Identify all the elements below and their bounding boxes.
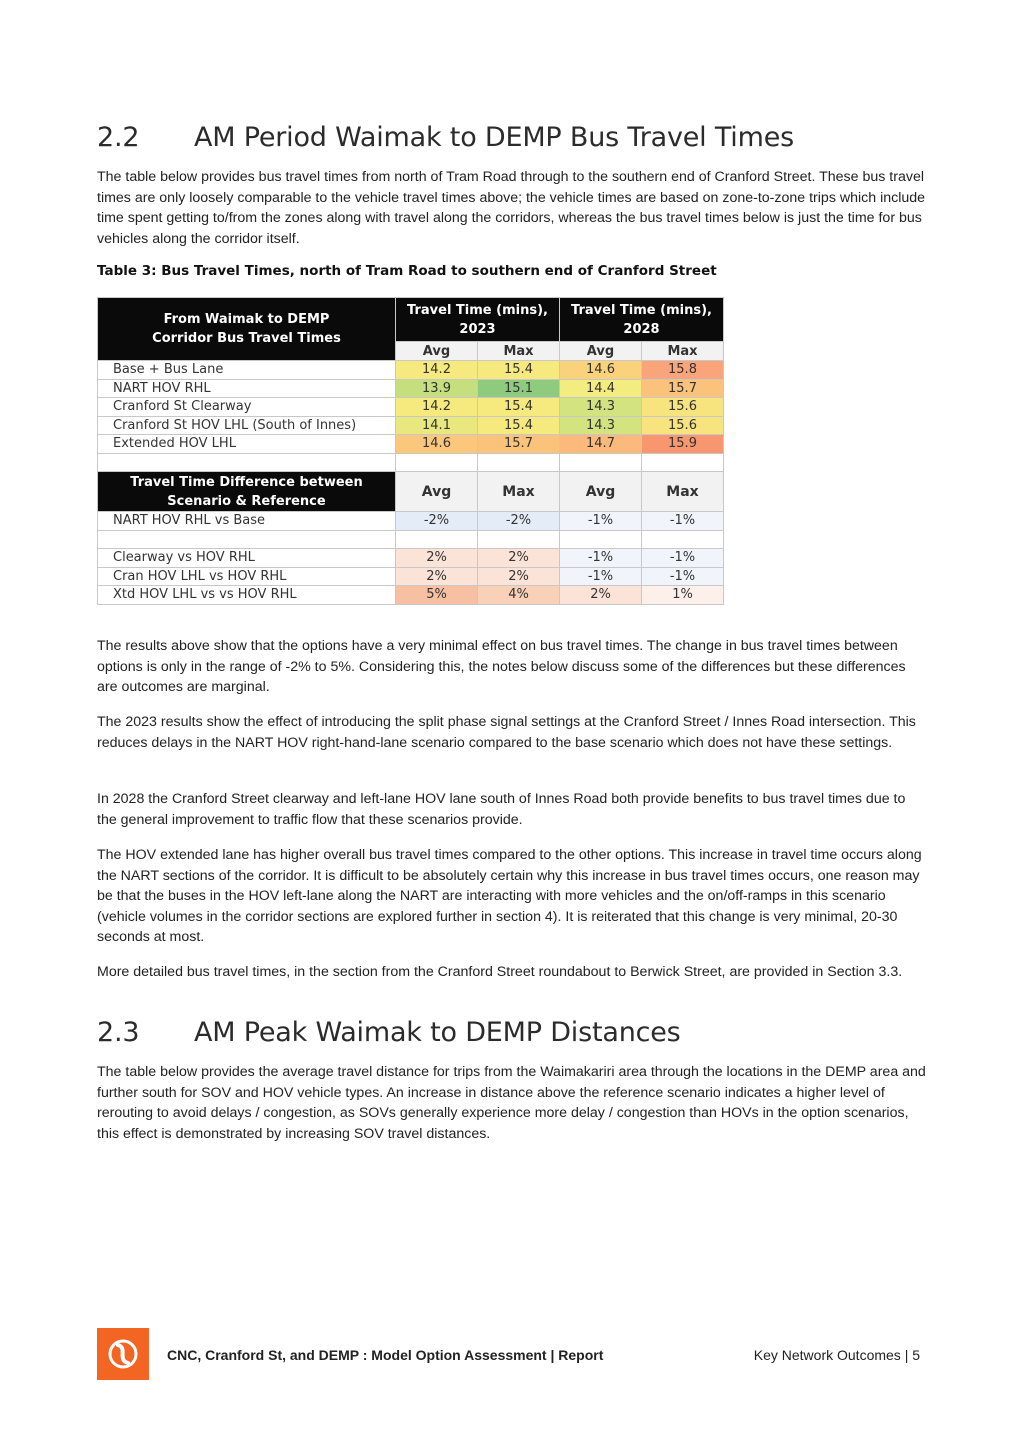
difference-row-label: NART HOV RHL vs Base <box>98 512 396 531</box>
section-heading-2-3 <box>97 1017 681 1048</box>
bus-travel-times-table <box>97 297 724 605</box>
travel-time-value-cell: 15.6 <box>642 416 724 435</box>
difference-value-cell: 2% <box>560 586 642 605</box>
travel-time-value-cell: 15.9 <box>642 435 724 454</box>
difference-row <box>98 549 724 568</box>
hov-extended-paragraph: The HOV extended lane has higher overall bus travel times compared to the other options. This increase in travel time occurs along the NART sections of the corridor. It is difficult to be absolutely certain why this increase in bus travel times occurs, one reason may be that the buses in the HOV left-lane along the NART are interacting with more vehicles and the on/off-ramps in this scenario (vehicle volumes in the corridor sections are explored further in section 4). It is reiterated that this change is very minimal, 20-30 seconds at most. <box>97 847 922 945</box>
difference-value-cell: 2% <box>478 549 560 568</box>
difference-value-cell: -2% <box>478 512 560 531</box>
difference-value-cell: -1% <box>560 549 642 568</box>
diff-sub-header-avg: Avg <box>560 472 642 512</box>
results-paragraph: The results above show that the options have a very minimal effect on bus travel times. The change in bus travel times between options is only in the range of -2% to 5%. Considering this, the notes below discuss some of the differences but these differences are outcomes are marginal. <box>97 638 906 695</box>
difference-row <box>98 586 724 605</box>
difference-value-cell: 5% <box>396 586 478 605</box>
spacer-row <box>98 453 724 472</box>
travel-time-row-label: Cranford St HOV LHL (South of Innes) <box>98 416 396 435</box>
travel-time-value-cell: 15.1 <box>478 379 560 398</box>
section-intro-paragraph: The table below provides the average travel distance for trips from the Waimakariri area through the locations in the DEMP area and further south for SOV and HOV vehicle types. An increase in distance above the reference scenario indicates a higher level of rerouting to avoid delays / congestion, as SOVs generally experience more delay / congestion than HOVs in the option scenarios, this effect is demonstrated by increasing SOV travel distances. <box>97 1064 926 1142</box>
travel-time-value-cell: 13.9 <box>396 379 478 398</box>
travel-time-value-cell: 15.4 <box>478 416 560 435</box>
difference-row-label: Cran HOV LHL vs HOV RHL <box>98 567 396 586</box>
travel-time-value-cell: 14.6 <box>396 435 478 454</box>
travel-time-value-cell: 15.4 <box>478 398 560 417</box>
difference-value-cell: 2% <box>396 567 478 586</box>
results-2028-paragraph: In 2028 the Cranford Street clearway and left-lane HOV lane south of Innes Road both provide benefits to bus travel times due to the general improvement to traffic flow that these scenarios provide. <box>97 791 906 828</box>
travel-time-row-label: NART HOV RHL <box>98 379 396 398</box>
diff-sub-header-max: Max <box>642 472 724 512</box>
difference-value-cell: -1% <box>642 567 724 586</box>
travel-time-row <box>98 379 724 398</box>
travel-time-row-label: Base + Bus Lane <box>98 361 396 380</box>
sub-header-max: Max <box>642 342 724 361</box>
difference-row <box>98 512 724 531</box>
sub-header-max: Max <box>478 342 560 361</box>
difference-value-cell: -1% <box>560 567 642 586</box>
travel-time-value-cell: 15.4 <box>478 361 560 380</box>
diff-header-label: Travel Time Difference between Scenario & Reference <box>98 472 396 512</box>
travel-time-value-cell: 14.2 <box>396 361 478 380</box>
difference-row-label: Xtd HOV LHL vs vs HOV RHL <box>98 586 396 605</box>
travel-time-value-cell: 15.7 <box>642 379 724 398</box>
section-heading-2-2 <box>97 122 794 153</box>
detail-reference-paragraph: More detailed bus travel times, in the section from the Cranford Street roundabout to Berwick Street, are provided in Section 3.3. <box>97 964 903 980</box>
travel-time-value-cell: 14.3 <box>560 416 642 435</box>
travel-time-value-cell: 15.6 <box>642 398 724 417</box>
diff-sub-header-max: Max <box>478 472 560 512</box>
travel-time-row <box>98 435 724 454</box>
travel-time-row <box>98 398 724 417</box>
difference-row <box>98 567 724 586</box>
sub-header-avg: Avg <box>560 342 642 361</box>
footer-document-title: CNC, Cranford St, and DEMP : Model Option Assessment | Report <box>167 1347 604 1363</box>
company-logo-icon <box>97 1328 149 1380</box>
travel-time-value-cell: 15.8 <box>642 361 724 380</box>
difference-row-label: Clearway vs HOV RHL <box>98 549 396 568</box>
travel-time-value-cell: 14.2 <box>396 398 478 417</box>
difference-value-cell: -2% <box>396 512 478 531</box>
results-2023-paragraph: The 2023 results show the effect of introducing the split phase signal settings at the Cranford Street / Innes Road intersection. This reduces delays in the NART HOV right-hand-lane scenario compared to the base scenario which does not have these settings. <box>97 714 916 751</box>
difference-value-cell: 2% <box>478 567 560 586</box>
section-number: 2.2 <box>97 122 140 153</box>
difference-value-cell: -1% <box>642 512 724 531</box>
difference-value-cell: -1% <box>642 549 724 568</box>
group-header-2028: Travel Time (mins), 2028 <box>560 298 724 342</box>
spacer-row <box>98 530 724 549</box>
section-number: 2.3 <box>97 1017 140 1048</box>
travel-time-row <box>98 361 724 380</box>
travel-time-value-cell: 14.3 <box>560 398 642 417</box>
difference-value-cell: -1% <box>560 512 642 531</box>
travel-time-value-cell: 14.6 <box>560 361 642 380</box>
travel-time-row-label: Cranford St Clearway <box>98 398 396 417</box>
group-header-2023: Travel Time (mins), 2023 <box>396 298 560 342</box>
travel-time-value-cell: 14.7 <box>560 435 642 454</box>
table-caption: Table 3: Bus Travel Times, north of Tram Road to southern end of Cranford Street <box>97 263 717 279</box>
footer-section-page: Key Network Outcomes | 5 <box>753 1347 920 1363</box>
sub-header-avg: Avg <box>396 342 478 361</box>
section-title: AM Period Waimak to DEMP Bus Travel Times <box>194 122 794 153</box>
difference-value-cell: 4% <box>478 586 560 605</box>
travel-time-value-cell: 14.4 <box>560 379 642 398</box>
travel-time-row-label: Extended HOV LHL <box>98 435 396 454</box>
section-title: AM Peak Waimak to DEMP Distances <box>194 1017 681 1048</box>
table-header-label: From Waimak to DEMP Corridor Bus Travel Times <box>98 298 396 361</box>
difference-value-cell: 2% <box>396 549 478 568</box>
travel-time-row <box>98 416 724 435</box>
section-intro-paragraph: The table below provides bus travel times from north of Tram Road through to the southern end of Cranford Street. These bus travel times are only loosely comparable to the vehicle travel times above; the vehicle times are based on zone-to-zone trips which include time spent getting to/from the zones along with travel along the corridors, whereas the bus travel times below is just the time for bus vehicles along the corridor itself. <box>97 169 926 247</box>
travel-time-value-cell: 15.7 <box>478 435 560 454</box>
travel-time-value-cell: 14.1 <box>396 416 478 435</box>
diff-sub-header-avg: Avg <box>396 472 478 512</box>
difference-value-cell: 1% <box>642 586 724 605</box>
